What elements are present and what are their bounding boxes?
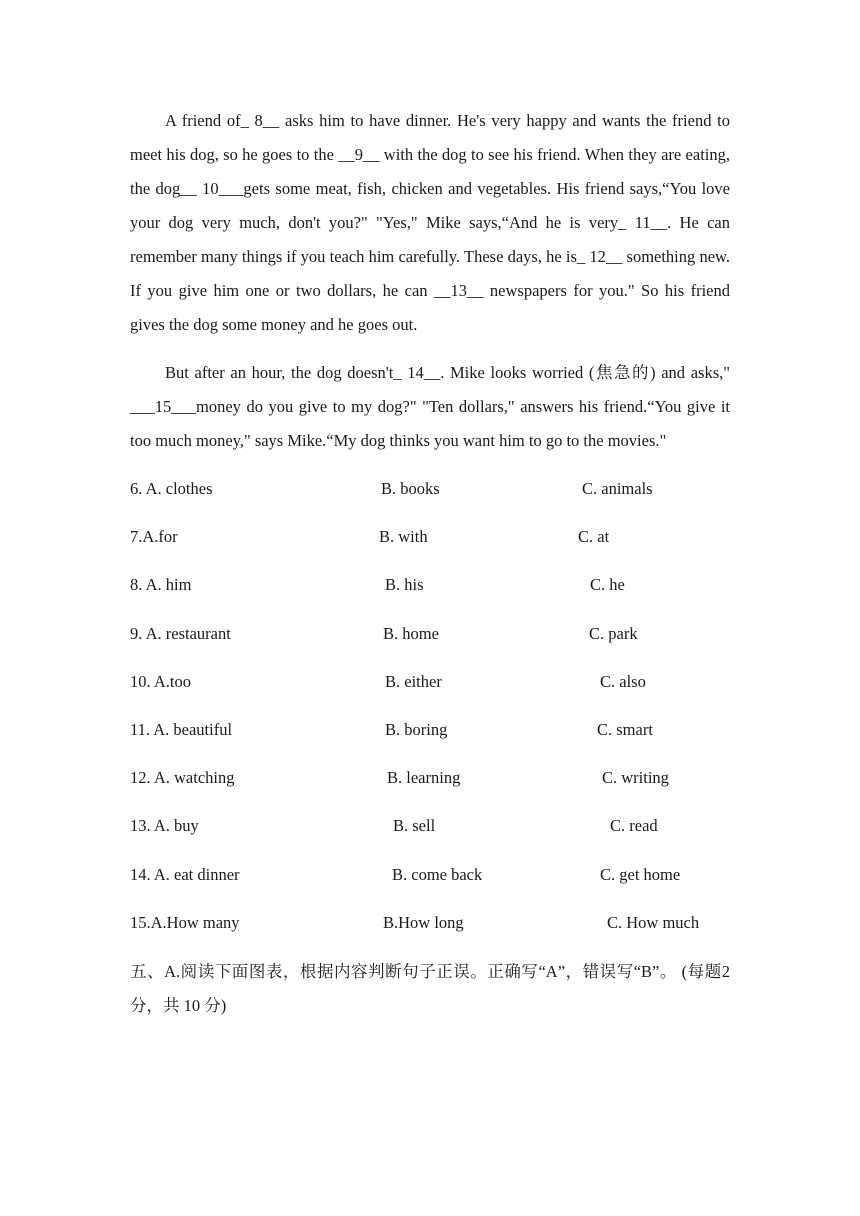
option-b: B.How long	[383, 912, 464, 932]
option-b: B. learning	[387, 768, 461, 788]
option-c: C. read	[610, 816, 658, 836]
option-row-9	[130, 617, 730, 665]
option-b: B. his	[385, 575, 424, 595]
option-b: B. home	[383, 623, 439, 643]
passage-paragraph-1: A friend of_ 8__ asks him to have dinner. He's very happy and wants the friend to meet his dog, so he goes to the __9__ with the dog to see his friend. When they are eating, the dog__ 10___gets some meat, fish, chicken and vegetables. His friend says,“You love your dog very much, don't you?" "Yes," Mike says,“And he is very_ 11__. He can remember many things if you teach him carefully. These days, he is_ 12__ something new. If you give him one or two dollars, he can __13__ newspapers for you." So his friend gives the dog some money and he goes out.	[130, 111, 730, 334]
option-c: C. get home	[600, 864, 681, 884]
option-row-6	[130, 472, 730, 520]
option-a: 8. A. him	[130, 575, 192, 595]
option-row-15	[130, 906, 730, 954]
option-a: 12. A. watching	[130, 768, 235, 788]
document-page	[130, 104, 730, 1023]
option-row-10	[130, 665, 730, 713]
option-c: C. he	[590, 575, 625, 595]
option-c: C. at	[578, 527, 610, 547]
option-c: C. smart	[597, 719, 653, 739]
option-b: B. with	[379, 527, 428, 547]
option-b: B. boring	[385, 719, 448, 739]
option-b: B. either	[385, 671, 442, 691]
option-b: B. books	[381, 479, 440, 498]
option-a: 6. A. clothes	[130, 479, 213, 498]
option-row-13	[130, 809, 730, 857]
option-row-8	[130, 568, 730, 616]
option-b: B. come back	[392, 864, 483, 884]
option-a: 7.A.for	[130, 527, 178, 547]
option-a: 11. A. beautiful	[130, 719, 233, 739]
option-row-12	[130, 761, 730, 809]
option-c: C. How much	[607, 912, 700, 932]
option-a: 15.A.How many	[130, 912, 240, 932]
option-row-11	[130, 713, 730, 761]
option-row-14	[130, 858, 730, 906]
option-row-7	[130, 520, 730, 568]
option-a: 13. A. buy	[130, 816, 199, 836]
section-heading: 五、A.阅读下面图表，根据内容判断句子正误。正确写“A”，错误写“B”。 (每题2 分，共 10 分)	[130, 961, 730, 1015]
option-c: C. writing	[602, 768, 669, 788]
option-c: C. park	[589, 623, 638, 643]
option-a: 14. A. eat dinner	[130, 864, 240, 884]
option-a: 9. A. restaurant	[130, 623, 231, 643]
option-c: C. also	[600, 671, 646, 691]
option-b: B. sell	[393, 816, 436, 836]
answer-options	[130, 472, 730, 954]
passage-paragraph-2: But after an hour, the dog doesn't_ 14__. Mike looks worried (焦急的) and asks," ___15___money do you give to my dog?" "Ten dollars," answers his friend.“You give it too much money," says Mike.“My dog thinks you want him to go to the movies."	[130, 363, 730, 450]
option-c: C. animals	[582, 479, 653, 498]
option-a: 10. A.too	[130, 671, 191, 691]
